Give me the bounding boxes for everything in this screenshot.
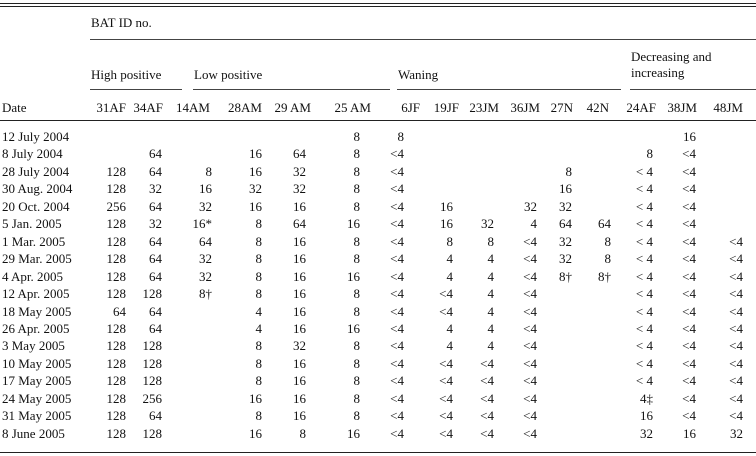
table-cell: < 4 [635,199,653,214]
table-cell: 8 [565,164,572,179]
table-cell: < 4 [635,251,653,266]
column-header: 42N [586,100,609,115]
table-cell: <4 [523,426,537,441]
table-cell: 8 [353,356,360,371]
table-cell: 32 [249,181,262,196]
table-cell: 8 [646,146,653,161]
table-cell: 32 [559,199,572,214]
table-cell: <4 [390,373,404,388]
table-cell: 16 [347,321,360,336]
table-cell: 64 [149,408,162,423]
table-cell: 32 [559,234,572,249]
table-cell: 4 [487,321,494,336]
table-cell: <4 [390,269,404,284]
table-cell: 8 [353,373,360,388]
table-cell: 32 [199,269,212,284]
table-cell: <4 [682,216,696,231]
table-cell: 16 [293,251,306,266]
table-cell: <4 [390,286,404,301]
table-cell: < 4 [635,181,653,196]
table-cell: <4 [390,251,404,266]
table-cell: <4 [682,234,696,249]
table-cell: 8 [353,391,360,406]
table-cell: 16 [440,199,453,214]
table-cell: 32 [149,181,162,196]
table-cell: 16* [192,216,212,231]
table-cell: 4 [446,338,453,353]
table-cell: 16 [683,129,696,144]
table-cell: <4 [729,373,743,388]
table-cell: <4 [729,408,743,423]
table-cell: 8 [255,373,262,388]
table-cell: 64 [149,251,162,266]
table-cell: <4 [390,321,404,336]
table-cell: 32 [293,181,306,196]
table-cell: <4 [480,356,494,371]
table-cell: <4 [523,408,537,423]
table-cell: 32 [293,338,306,353]
table-cell: <4 [729,269,743,284]
table-cell: <4 [439,304,453,319]
table-cell: <4 [682,408,696,423]
table-cell: <4 [729,234,743,249]
table-cell: 16 [249,426,262,441]
table-cell: 32 [559,251,572,266]
table-cell: 8 [299,426,306,441]
column-header: 48JM [713,100,743,115]
table-cell: <4 [729,391,743,406]
table-cell: 128 [142,356,162,371]
column-header: 23JM [469,100,499,115]
column-header: 38JM [667,100,697,115]
table-cell: <4 [682,304,696,319]
group-decreasing-line2: increasing [631,65,685,80]
table-cell: 64 [293,216,306,231]
table-cell: 32 [730,426,743,441]
table-cell: <4 [439,426,453,441]
table-cell: 16 [347,216,360,231]
table-cell: 128 [106,269,126,284]
column-header: 24AF [626,100,656,115]
table-cell: 128 [106,216,126,231]
table-cell: 8 [397,129,404,144]
table-cell: <4 [523,391,537,406]
group-underline-low [193,89,390,90]
table-cell: 16 [293,391,306,406]
table-cell: <4 [480,408,494,423]
table-cell: < 4 [635,216,653,231]
top-rule-thin [0,6,756,7]
table-cell: 128 [106,251,126,266]
table-cell: 16 [440,216,453,231]
table-cell: 4‡ [640,391,653,406]
group-underline-waning [397,89,621,90]
table-cell: 16 [293,321,306,336]
table-cell: 64 [293,146,306,161]
table-cell: <4 [390,234,404,249]
table-cell: 256 [106,199,126,214]
table-cell: <4 [729,251,743,266]
table-cell: < 4 [635,373,653,388]
table-cell: 16 [293,269,306,284]
table-cell: <4 [682,164,696,179]
table-cell: < 4 [635,356,653,371]
group-decreasing-line1: Decreasing and [631,49,712,64]
table-cell: 8 [255,408,262,423]
table-cell: 8 [353,181,360,196]
column-header: 25 AM [334,100,371,115]
table-cell: <4 [439,373,453,388]
table-cell: <4 [390,426,404,441]
table-cell: <4 [682,146,696,161]
table-cell: 8 [487,234,494,249]
row-date: 17 May 2005 [2,373,72,388]
table-cell: <4 [682,391,696,406]
table-cell: 16 [683,426,696,441]
table-cell: 32 [149,216,162,231]
table-cell: <4 [682,199,696,214]
table-cell: <4 [439,408,453,423]
table-cell: 8 [255,338,262,353]
date-column-header: Date [2,100,27,115]
table-cell: <4 [682,286,696,301]
table-cell: <4 [523,356,537,371]
table-cell: 64 [559,216,572,231]
column-header: 34AF [133,100,163,115]
table-cell: <4 [390,408,404,423]
table-cell: 4 [487,304,494,319]
table-cell: 8 [353,199,360,214]
group-low-positive: Low positive [194,67,263,82]
table-cell: 4 [487,338,494,353]
table-cell: 64 [149,199,162,214]
table-cell: 64 [149,304,162,319]
table-cell: 8 [255,286,262,301]
row-date: 5 Jan. 2005 [2,216,62,231]
table-cell: 128 [106,391,126,406]
table-cell: 16 [293,373,306,388]
table-cell: 16 [293,304,306,319]
column-header: 31AF [96,100,126,115]
table-cell: 16 [293,408,306,423]
table-cell: 16 [249,164,262,179]
table-cell: 8† [559,269,572,284]
top-rule-thick [0,3,756,4]
table-cell: 8 [353,129,360,144]
table-cell: 8 [353,234,360,249]
table-cell: 8 [446,234,453,249]
table-cell: 16 [293,234,306,249]
table-cell: 128 [106,338,126,353]
table-cell: 4 [446,321,453,336]
row-date: 8 June 2005 [2,426,65,441]
header-bottom-rule [0,120,756,121]
table-cell: 64 [149,269,162,284]
table-cell: 64 [598,216,611,231]
table-cell: 256 [142,391,162,406]
table-cell: < 4 [635,304,653,319]
table-cell: 16 [293,286,306,301]
table-cell: <4 [390,199,404,214]
group-waning: Waning [398,67,439,82]
table-cell: < 4 [635,164,653,179]
table-cell: 16 [249,146,262,161]
table-cell: < 4 [635,234,653,249]
table-cell: 16 [293,199,306,214]
table-cell: 16 [347,426,360,441]
row-date: 24 May 2005 [2,391,72,406]
table-cell: 4 [487,286,494,301]
table-cell: <4 [390,216,404,231]
table-cell: <4 [523,234,537,249]
table-cell: 8 [255,234,262,249]
table-cell: 128 [106,181,126,196]
row-date: 28 July 2004 [2,164,70,179]
row-date: 3 May 2005 [2,338,65,353]
table-cell: <4 [523,338,537,353]
table-cell: 64 [149,164,162,179]
table-cell: 8 [353,338,360,353]
table-cell: 8 [205,164,212,179]
table-cell: <4 [390,356,404,371]
table-cell: 16 [559,181,572,196]
table-cell: 8 [604,251,611,266]
table-cell: 8 [255,356,262,371]
bottom-rule [0,452,756,453]
table-cell: 4 [530,216,537,231]
table-cell: 8 [353,146,360,161]
table-cell: <4 [523,286,537,301]
table-cell: <4 [523,269,537,284]
table-cell: <4 [480,426,494,441]
row-date: 1 Mar. 2005 [2,234,66,249]
table-cell: 8 [255,251,262,266]
table-cell: <4 [390,146,404,161]
table-cell: 128 [106,373,126,388]
row-date: 4 Apr. 2005 [2,269,64,284]
table-cell: <4 [682,356,696,371]
table-cell: <4 [729,304,743,319]
table-cell: 128 [106,164,126,179]
table-cell: <4 [729,321,743,336]
table-cell: <4 [682,181,696,196]
row-date: 26 Apr. 2005 [2,321,70,336]
row-date: 12 Apr. 2005 [2,286,70,301]
row-date: 10 May 2005 [2,356,72,371]
row-date: 31 May 2005 [2,408,72,423]
table-cell: 32 [199,199,212,214]
column-header: 6JF [401,100,420,115]
table-cell: 32 [640,426,653,441]
table-cell: <4 [682,251,696,266]
table-cell: <4 [682,269,696,284]
row-date: 30 Aug. 2004 [2,181,73,196]
column-header: 29 AM [274,100,311,115]
group-underline-high [90,89,182,90]
table-cell: <4 [439,391,453,406]
bat-id-underline [90,39,756,40]
table-cell: 128 [106,321,126,336]
row-date: 29 Mar. 2005 [2,251,72,266]
table-cell: 128 [106,426,126,441]
table-cell: 8 [255,216,262,231]
table-cell: 16 [249,199,262,214]
table-cell: 16 [199,181,212,196]
table-cell: 16 [249,391,262,406]
column-header: 27N [550,100,573,115]
column-header: 28AM [228,100,262,115]
table-cell: 4 [487,251,494,266]
table-cell: 8 [353,251,360,266]
column-header: 19JF [433,100,459,115]
table-cell: 8 [353,304,360,319]
table-cell: <4 [480,391,494,406]
table-cell: <4 [439,356,453,371]
table-cell: 64 [113,304,126,319]
table-cell: 64 [149,146,162,161]
row-date: 20 Oct. 2004 [2,199,70,214]
table-cell: <4 [390,304,404,319]
column-header: 14AM [176,100,210,115]
table-cell: 32 [481,216,494,231]
table-cell: 8† [598,269,611,284]
table-cell: 128 [106,408,126,423]
table-cell: <4 [480,373,494,388]
table-cell: 64 [149,234,162,249]
table-cell: <4 [523,251,537,266]
table-cell: < 4 [635,321,653,336]
group-underline-decreasing [630,89,756,90]
table-cell: 4 [255,321,262,336]
table-cell: <4 [390,181,404,196]
table-cell: < 4 [635,269,653,284]
row-date: 18 May 2005 [2,304,72,319]
table-cell: <4 [523,304,537,319]
table-cell: <4 [682,373,696,388]
table-cell: 32 [293,164,306,179]
table-cell: 4 [255,304,262,319]
table-cell: 128 [142,286,162,301]
table-cell: 8 [353,286,360,301]
table-cell: 128 [142,426,162,441]
row-date: 8 July 2004 [2,146,63,161]
table-cell: 16 [347,269,360,284]
table-cell: 32 [524,199,537,214]
table-cell: 4 [446,251,453,266]
table-cell: 128 [106,356,126,371]
table-cell: < 4 [635,338,653,353]
table-cell: <4 [390,338,404,353]
table-cell: <4 [390,164,404,179]
column-header: 36JM [510,100,540,115]
table-cell: 64 [199,234,212,249]
table-cell: 8 [353,164,360,179]
table-cell: <4 [729,356,743,371]
table-cell: <4 [523,321,537,336]
table-cell: 16 [640,408,653,423]
group-high-positive: High positive [91,67,162,82]
table-cell: 8 [353,408,360,423]
table-cell: 4 [487,269,494,284]
table-cell: 32 [199,251,212,266]
table-cell: 128 [106,234,126,249]
table-cell: 16 [293,356,306,371]
table-cell: 64 [149,321,162,336]
table-cell: 4 [446,269,453,284]
table-cell: <4 [682,338,696,353]
bat-id-header: BAT ID no. [91,15,152,30]
table-cell: 8† [199,286,212,301]
table-cell: <4 [390,391,404,406]
table-cell: <4 [729,338,743,353]
table-cell: 8 [255,269,262,284]
table-cell: <4 [439,286,453,301]
table-cell: 128 [106,286,126,301]
table-cell: 128 [142,373,162,388]
table-cell: 8 [604,234,611,249]
table-cell: < 4 [635,286,653,301]
table-cell: <4 [729,286,743,301]
row-date: 12 July 2004 [2,129,70,144]
table-cell: 128 [142,338,162,353]
table-cell: <4 [523,373,537,388]
table-cell: <4 [682,321,696,336]
